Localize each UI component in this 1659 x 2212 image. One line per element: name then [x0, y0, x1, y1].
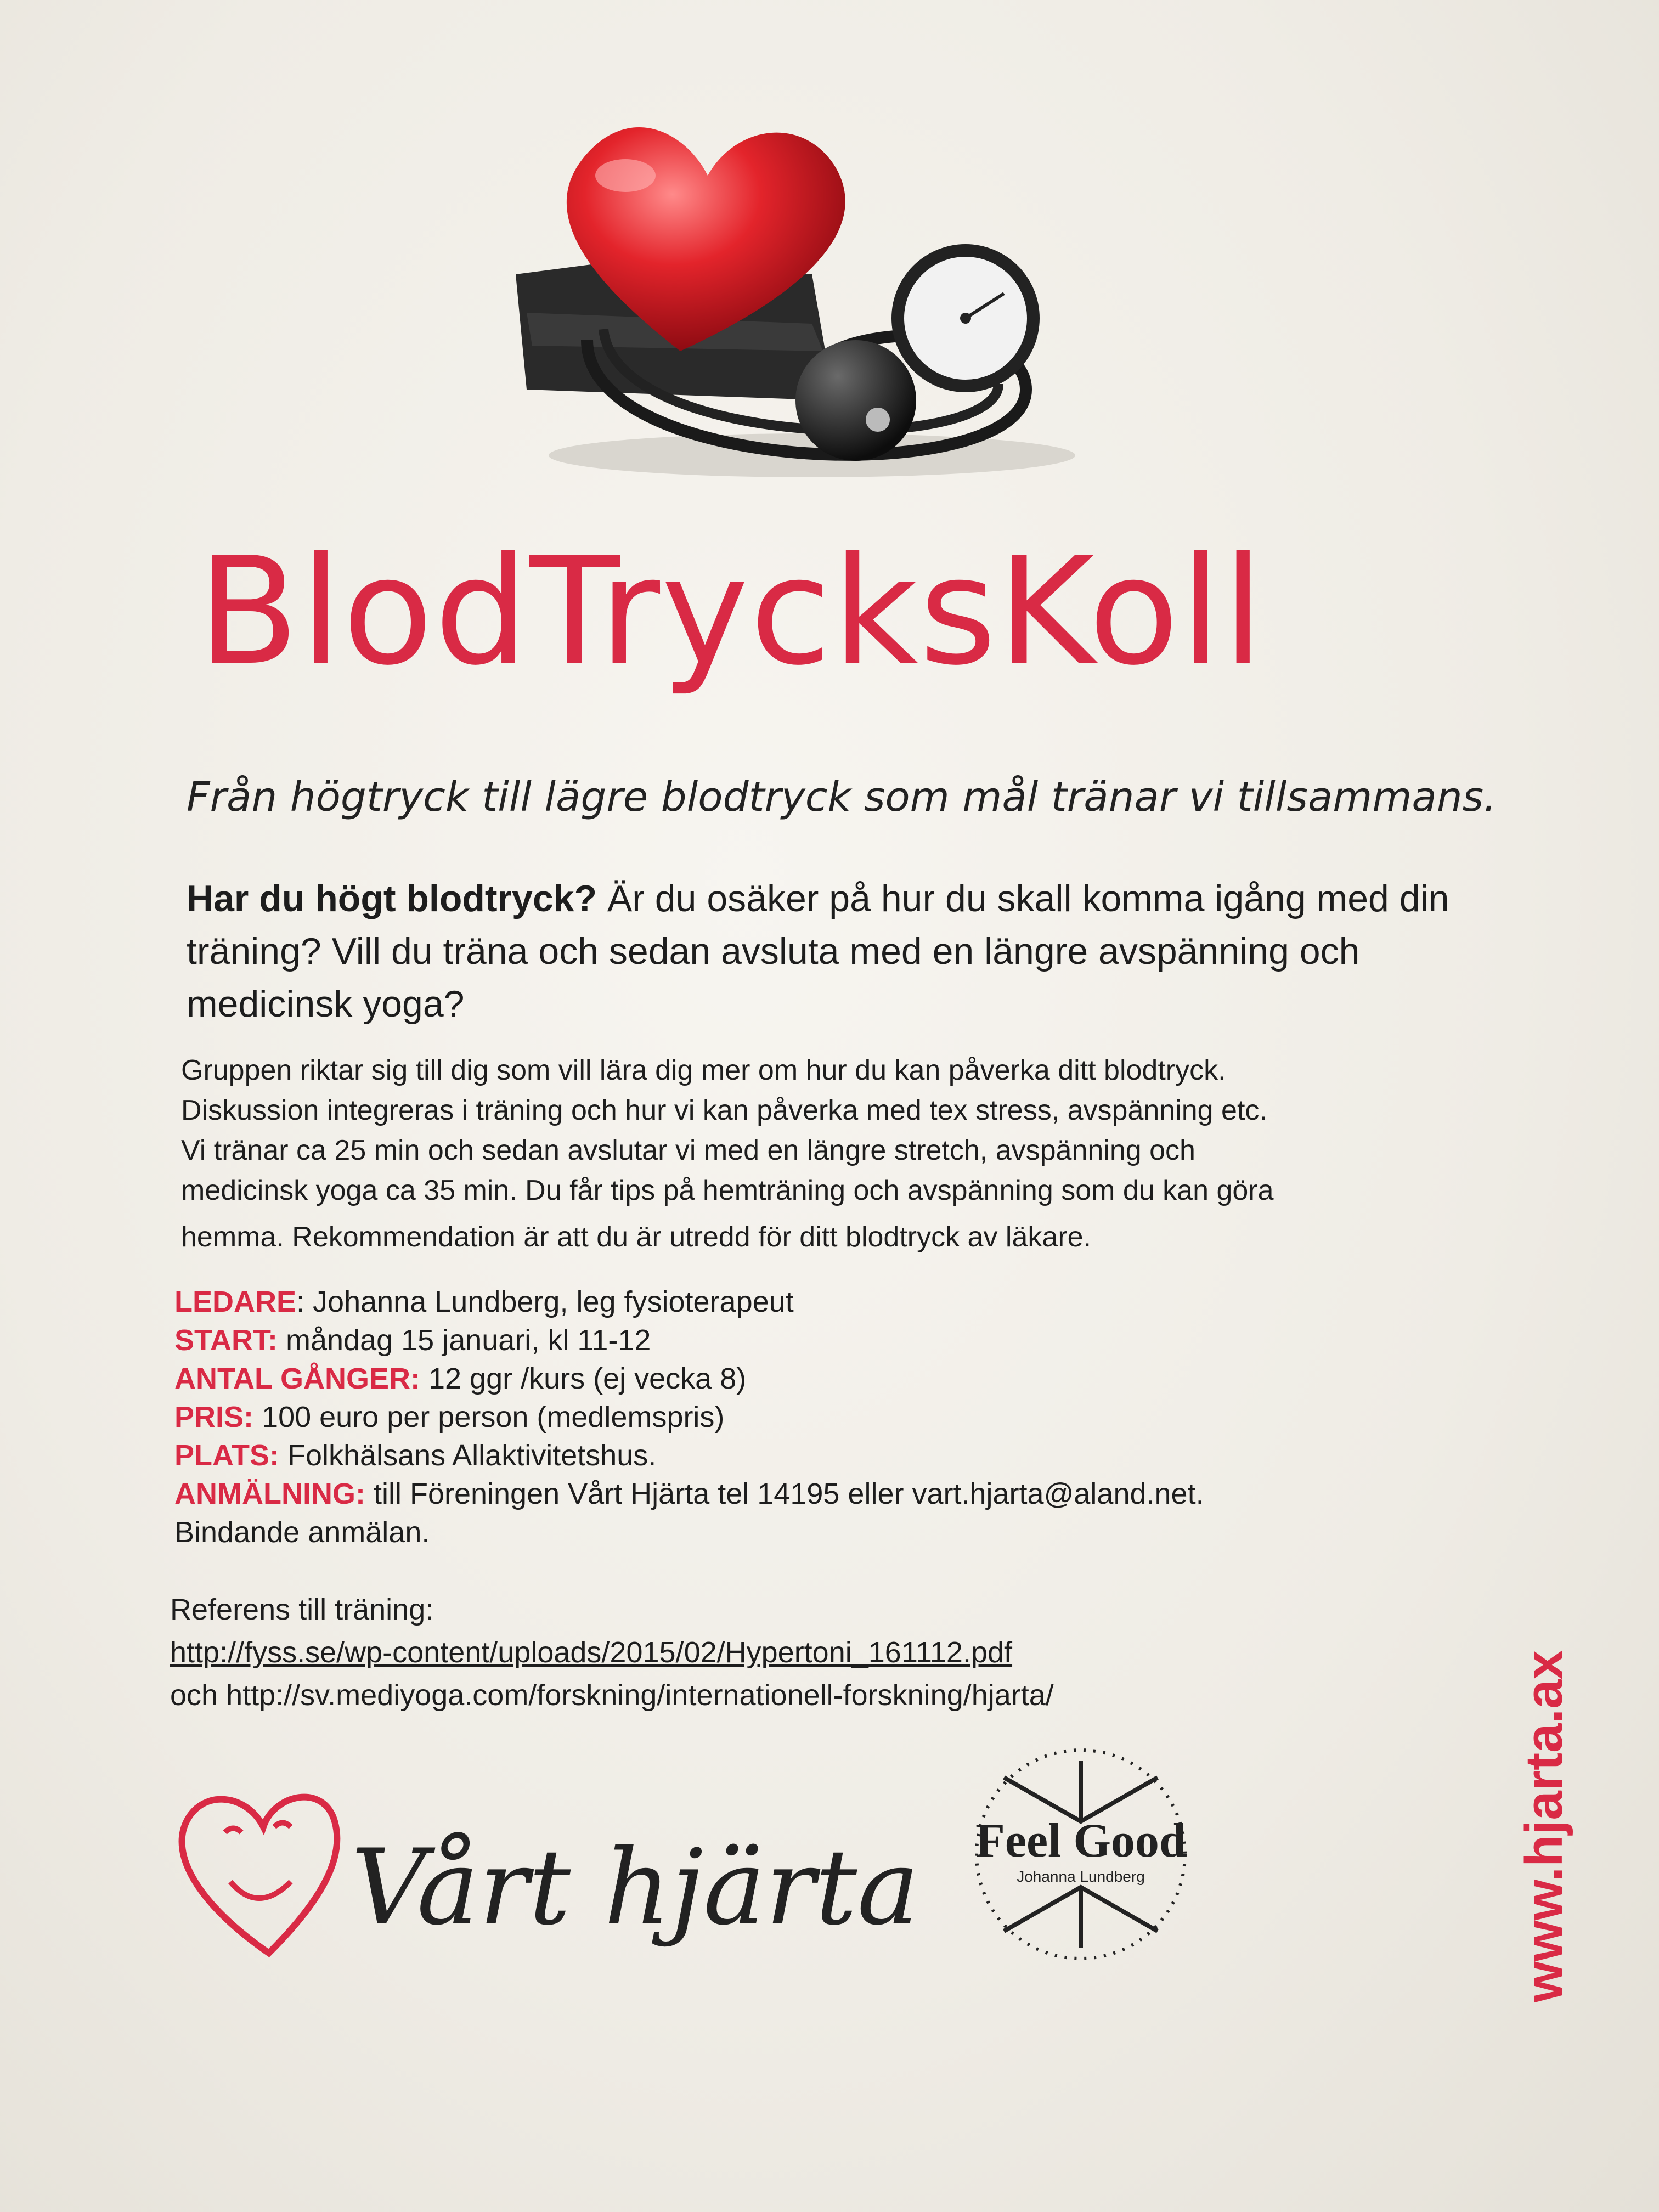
info-anmalning: ANMÄLNING: till Föreningen Vårt Hjärta tel 14195 eller vart.hjarta@aland.net.: [174, 1477, 1204, 1510]
description-line: medicinsk yoga ca 35 min. Du får tips på hemträning och avspänning som du kan göra: [181, 1175, 1274, 1206]
heart-blood-pressure-image: [505, 93, 1097, 488]
info-plats: PLATS: Folkhälsans Allaktivitetshus.: [174, 1439, 657, 1472]
reference-link-mediyoga[interactable]: http://sv.mediyoga.com/forskning/internationell-forskning/hjarta/: [226, 1679, 1054, 1712]
vart-hjarta-logo-text: Vårt hjärta: [351, 1827, 919, 1948]
feel-good-subtitle: Johanna Lundberg: [1017, 1868, 1145, 1885]
question-rest: Är du osäker på hur du skall komma igång med din träning? Vill du träna och sedan avsluta med en längre avspänning och medicinsk yoga?: [187, 878, 1449, 1025]
info-pris: PRIS: 100 euro per person (medlemspris): [174, 1401, 725, 1434]
description: [181, 1051, 1514, 1257]
reference-link-fyss[interactable]: http://fyss.se/wp-content/uploads/2015/02/Hypertoni_161112.pdf: [170, 1636, 1013, 1669]
question-bold: Har du högt blodtryck?: [187, 878, 597, 919]
info-start: START: måndag 15 januari, kl 11-12: [174, 1324, 651, 1357]
course-info: [174, 1283, 1546, 1551]
references-heading: Referens till träning:: [170, 1593, 434, 1626]
info-ledare: LEDARE: Johanna Lundberg, leg fysioterapeut: [174, 1285, 794, 1318]
poster-title: BlodTrycksKoll: [198, 525, 1265, 698]
binding-note: Bindande anmälan.: [174, 1516, 430, 1549]
description-line: Diskussion integreras i träning och hur vi kan påverka med tex stress, avspänning etc.: [181, 1094, 1267, 1126]
description-line: Vi tränar ca 25 min och sedan avslutar vi med en längre stretch, avspänning och: [181, 1135, 1195, 1166]
info-antal: ANTAL GÅNGER: 12 ggr /kurs (ej vecka 8): [174, 1362, 747, 1395]
feel-good-title: Feel Good: [975, 1814, 1186, 1867]
description-line: Gruppen riktar sig till dig som vill lära dig mer om hur du kan påverka ditt blodtryck.: [181, 1054, 1226, 1086]
references: Referens till träning: http://fyss.se/wp-content/uploads/2015/02/Hypertoni_161112.pdf och http://sv.mediyoga.com/forskning/internationell-forskning/hjarta/: [170, 1588, 1542, 1717]
description-line: hemma. Rekommendation är att du är utredd för ditt blodtryck av läkare.: [181, 1221, 1091, 1253]
website-url[interactable]: www.hjarta.ax: [1515, 1650, 1573, 2002]
intro-question: [187, 872, 1514, 1030]
poster-subtitle: Från högtryck till lägre blodtryck som mål tränar vi tillsammans.: [187, 774, 1497, 821]
